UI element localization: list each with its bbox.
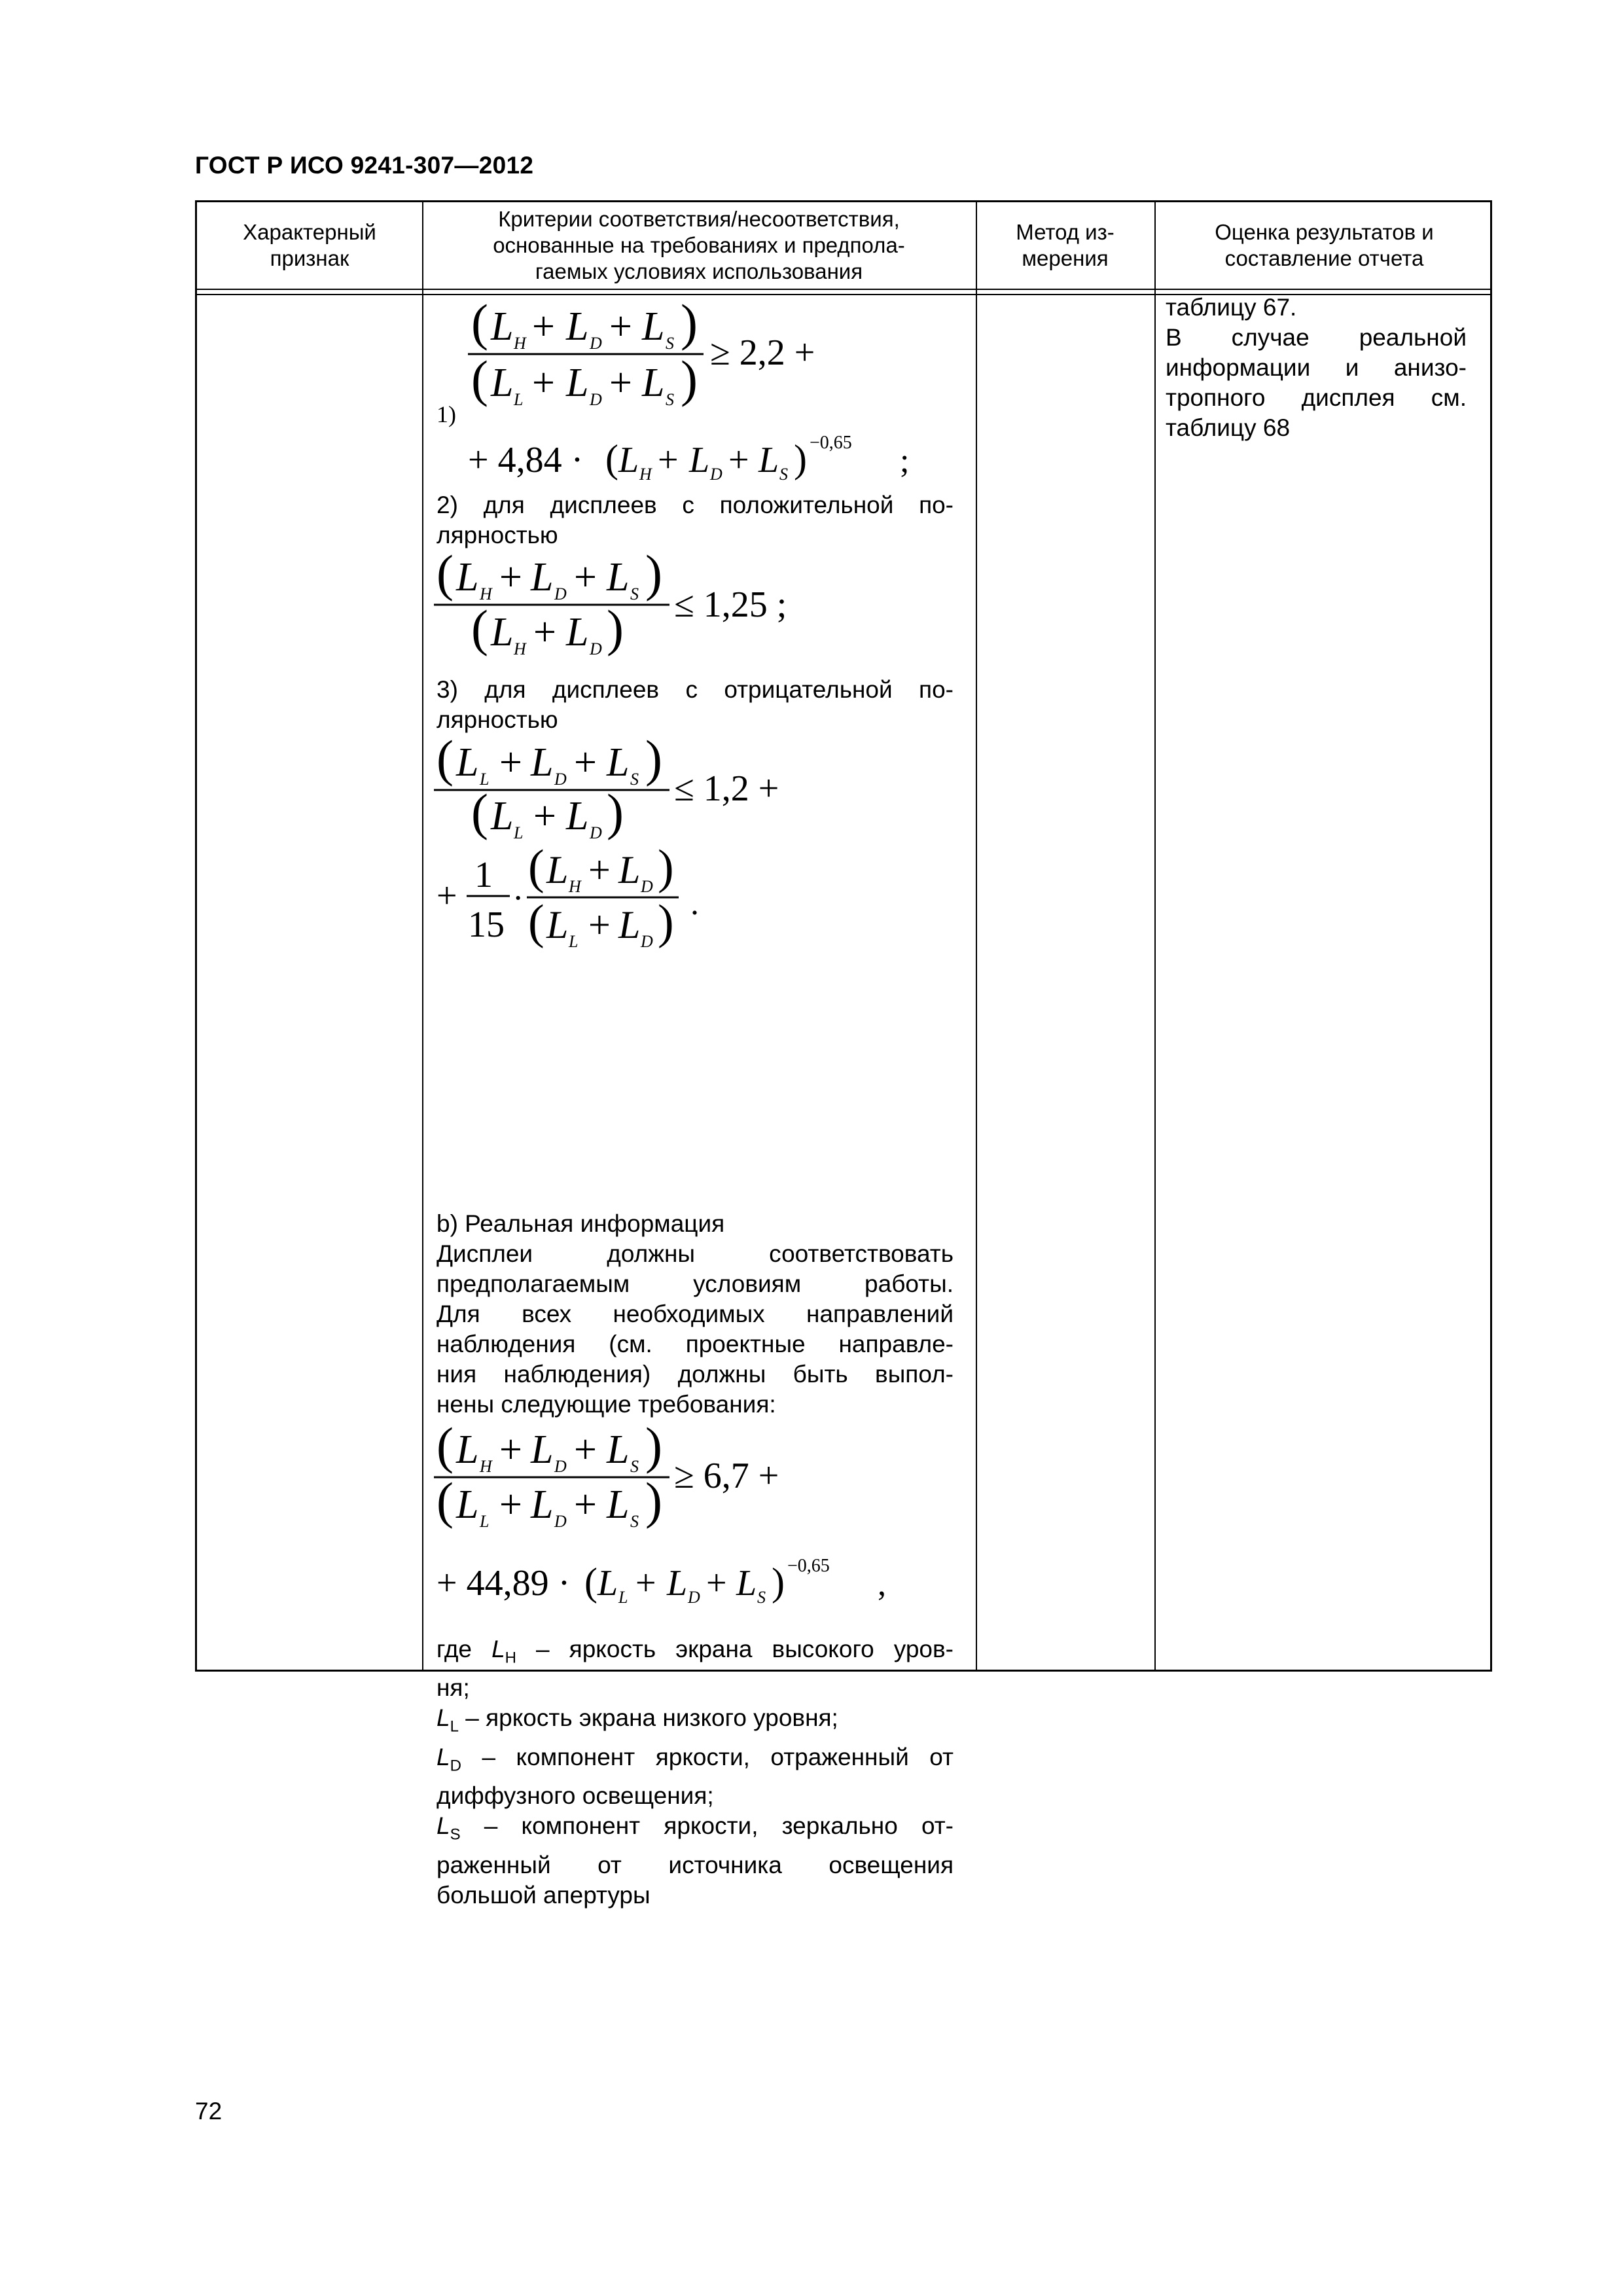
svg-text:): ): [681, 350, 698, 407]
svg-text:+: +: [635, 1563, 656, 1604]
inequality-rhs: ≤ 1,2 +: [674, 768, 779, 809]
header-evaluation: Оценка результатов и составление отчета: [1215, 220, 1434, 270]
fraction-denominator: [471, 350, 698, 409]
svg-text:(: (: [528, 840, 544, 894]
svg-text:): ): [645, 1418, 662, 1474]
header-characteristic: Характерный признак: [243, 220, 376, 270]
svg-text:H: H: [514, 334, 526, 353]
svg-text:+: +: [609, 361, 632, 405]
svg-text:+: +: [706, 1563, 727, 1604]
svg-text:L: L: [514, 823, 524, 842]
svg-text:S: S: [757, 1588, 766, 1607]
svg-text:L: L: [607, 555, 630, 600]
svg-text:D: D: [590, 639, 602, 658]
svg-text:L: L: [546, 903, 569, 946]
svg-text:L: L: [514, 390, 524, 409]
svg-text:S: S: [630, 584, 639, 603]
svg-text:L: L: [667, 1563, 688, 1604]
page-number: 72: [195, 2098, 223, 2125]
svg-text:): ): [681, 294, 698, 351]
evaluation-line: В случае реальной: [1166, 324, 1467, 351]
svg-text:D: D: [590, 334, 602, 353]
svg-text:+: +: [499, 555, 522, 600]
coefficient: + 44,89 ·: [437, 1563, 571, 1604]
svg-text:+: +: [499, 1482, 522, 1527]
svg-text:H: H: [514, 639, 526, 658]
definition-ll: $L_L$ – яркость экрана низкого уровня;: [437, 1704, 838, 1736]
svg-text:+: +: [658, 440, 679, 480]
evaluation-line: тропного дисплея см.: [1166, 384, 1467, 411]
fraction-numerator: [471, 294, 698, 353]
svg-text:): ): [645, 546, 662, 601]
inequality-rhs: ≤ 1,25 ;: [674, 584, 787, 625]
svg-text:L: L: [618, 848, 641, 891]
section-b-text: b) Реальная информация Дисплеи должны соответствовать предполагаемым условиям работы. Для всех необходимых направлений наблюдения (см. проектные направле- ния наблюдения) должны быть выпол- нены следующие требования:: [437, 1210, 954, 1418]
definition-lh: где $L_H$ – яркость экрана высокого уров-: [437, 1636, 954, 1667]
svg-text:(: (: [471, 350, 488, 407]
svg-text:H: H: [480, 584, 492, 603]
svg-text:L: L: [607, 740, 630, 785]
definition-ls-cont: большой апертуры: [437, 1881, 651, 1909]
document-header: ГОСТ Р ИСО 9241-307—2012: [195, 152, 534, 179]
formula-real-info: [422, 1418, 976, 1634]
svg-text:L: L: [618, 440, 639, 480]
item-1-label: 1): [437, 401, 456, 427]
item-3-text: 3) для дисплеев с отрицательной по- лярностью: [437, 676, 954, 733]
inequality-rhs: ≥ 2,2 +: [710, 332, 815, 373]
fraction-denominator: [528, 895, 674, 951]
svg-text:L: L: [736, 1563, 757, 1604]
punctuation: .: [690, 885, 699, 922]
svg-text:L: L: [456, 1427, 479, 1472]
definition-ls: $L_S$ – компонент яркости, зеркально от-: [437, 1812, 954, 1844]
svg-text:L: L: [566, 610, 589, 655]
svg-text:L: L: [546, 848, 569, 891]
svg-text:S: S: [666, 390, 674, 409]
svg-text:+: +: [499, 1427, 522, 1472]
svg-text:H: H: [480, 1457, 492, 1476]
svg-text:L: L: [480, 1512, 490, 1531]
svg-text:(: (: [584, 1560, 597, 1604]
fraction-numerator: [528, 840, 674, 896]
svg-text:(: (: [437, 1418, 454, 1474]
definition-lh-cont: ня;: [437, 1674, 470, 1702]
svg-text:L: L: [456, 555, 479, 600]
svg-text:(: (: [471, 294, 488, 351]
definition-ls-cont: раженный от источника освещения: [437, 1851, 954, 1878]
punctuation: ,: [878, 1566, 886, 1603]
exponent: −0,65: [810, 433, 852, 453]
header-method: Метод из- мерения: [1016, 220, 1115, 270]
exponent: −0,65: [787, 1556, 830, 1576]
svg-text:L: L: [491, 304, 514, 349]
svg-text:(: (: [471, 600, 488, 656]
svg-text:S: S: [630, 770, 639, 789]
column-divider: [1154, 202, 1156, 1670]
svg-text:(: (: [528, 895, 544, 949]
fraction-numerator: [437, 731, 662, 789]
svg-text:S: S: [779, 465, 788, 484]
power-term: [605, 437, 807, 484]
svg-text:+: +: [574, 555, 597, 600]
svg-text:D: D: [590, 823, 602, 842]
svg-text:+: +: [588, 903, 611, 946]
svg-text:+: +: [728, 440, 749, 480]
header-divider: [197, 289, 1490, 290]
svg-text:+: +: [532, 304, 555, 349]
fraction-denominator: [437, 1472, 662, 1531]
svg-text:): ): [772, 1560, 785, 1604]
svg-text:L: L: [566, 794, 589, 838]
fraction-denominator: [471, 783, 624, 842]
svg-text:L: L: [456, 740, 479, 785]
section-b-title: b) Реальная информация: [437, 1210, 725, 1237]
svg-text:L: L: [689, 440, 710, 480]
svg-text:+: +: [609, 304, 632, 349]
svg-text:L: L: [566, 304, 589, 349]
item-2-text: 2) для дисплеев с положительной по- лярностью: [437, 492, 954, 548]
evaluation-line: информации и анизо-: [1166, 354, 1467, 381]
svg-text:L: L: [607, 1482, 630, 1527]
svg-text:D: D: [554, 1457, 567, 1476]
power-term: [584, 1560, 785, 1607]
svg-text:S: S: [630, 1457, 639, 1476]
svg-text:+: +: [574, 1427, 597, 1472]
svg-text:D: D: [688, 1588, 700, 1607]
header-criteria: Критерии соответствия/несоответствия, основанные на требованиях и предпола- гаемых условиях использования: [493, 207, 905, 283]
formula-item-2: [422, 546, 976, 677]
svg-text:L: L: [491, 794, 514, 838]
svg-text:D: D: [554, 1512, 567, 1531]
svg-text:): ): [607, 600, 624, 656]
definition-ld: $L_D$ – компонент яркости, отраженный от: [437, 1743, 954, 1775]
svg-text:L: L: [618, 1588, 628, 1607]
evaluation-line: таблицу 67.: [1166, 294, 1297, 321]
svg-text:D: D: [641, 932, 653, 951]
definitions: [437, 1634, 954, 1910]
svg-text:D: D: [590, 390, 602, 409]
criteria-cell: [422, 294, 976, 1909]
svg-text:S: S: [666, 334, 674, 353]
column-divider: [976, 202, 977, 1670]
svg-text:L: L: [456, 1482, 479, 1527]
svg-text:L: L: [618, 903, 641, 946]
svg-text:(: (: [471, 783, 488, 840]
svg-text:L: L: [642, 361, 665, 405]
coefficient: + 4,84 ·: [468, 440, 584, 480]
svg-text:D: D: [710, 465, 722, 484]
formula-item-3: [422, 731, 976, 967]
svg-text:): ): [607, 783, 624, 840]
evaluation-line: таблицу 68: [1166, 414, 1291, 441]
svg-text:): ): [645, 1472, 662, 1529]
svg-text:L: L: [597, 1563, 618, 1604]
svg-text:+: +: [533, 794, 556, 838]
svg-text:L: L: [491, 610, 514, 655]
svg-text:L: L: [642, 304, 665, 349]
svg-text:H: H: [639, 465, 652, 484]
svg-text:+: +: [574, 1482, 597, 1527]
requirements-table: [195, 200, 1492, 1909]
fraction-denominator: 15: [468, 905, 505, 945]
svg-text:L: L: [480, 770, 490, 789]
svg-text:L: L: [531, 1427, 554, 1472]
svg-text:(: (: [437, 546, 454, 601]
svg-text:L: L: [531, 740, 554, 785]
evaluation-cell: [1166, 293, 1467, 443]
definition-ld-cont: диффузного освещения;: [437, 1782, 714, 1810]
inequality-rhs: ≥ 6,7 +: [674, 1456, 779, 1496]
svg-text:): ): [658, 895, 674, 949]
svg-text:(: (: [437, 1472, 454, 1529]
fraction-numerator: [437, 1418, 662, 1476]
svg-text:+: +: [533, 610, 556, 655]
fraction-numerator: [437, 546, 662, 603]
fraction-denominator: [471, 600, 624, 658]
svg-text:(: (: [605, 437, 618, 480]
svg-text:(: (: [437, 731, 454, 787]
svg-text:D: D: [641, 877, 653, 896]
svg-text:): ): [645, 731, 662, 787]
svg-text:L: L: [491, 361, 514, 405]
svg-text:L: L: [569, 932, 579, 951]
svg-text:D: D: [554, 770, 567, 789]
svg-text:+: +: [532, 361, 555, 405]
svg-text:L: L: [531, 1482, 554, 1527]
svg-text:L: L: [607, 1427, 630, 1472]
svg-text:+: +: [588, 848, 611, 891]
plus-sign: +: [437, 876, 457, 916]
svg-text:H: H: [569, 877, 581, 896]
svg-text:+: +: [499, 740, 522, 785]
svg-text:S: S: [630, 1512, 639, 1531]
svg-text:): ): [794, 437, 807, 480]
svg-text:): ): [658, 840, 674, 894]
svg-text:L: L: [566, 361, 589, 405]
svg-text:L: L: [531, 555, 554, 600]
svg-text:L: L: [758, 440, 779, 480]
punctuation: ;: [900, 442, 910, 480]
svg-text:+: +: [574, 740, 597, 785]
multiply-dot: ·: [512, 880, 524, 917]
svg-text:D: D: [554, 584, 567, 603]
fraction-numerator: 1: [474, 855, 493, 895]
